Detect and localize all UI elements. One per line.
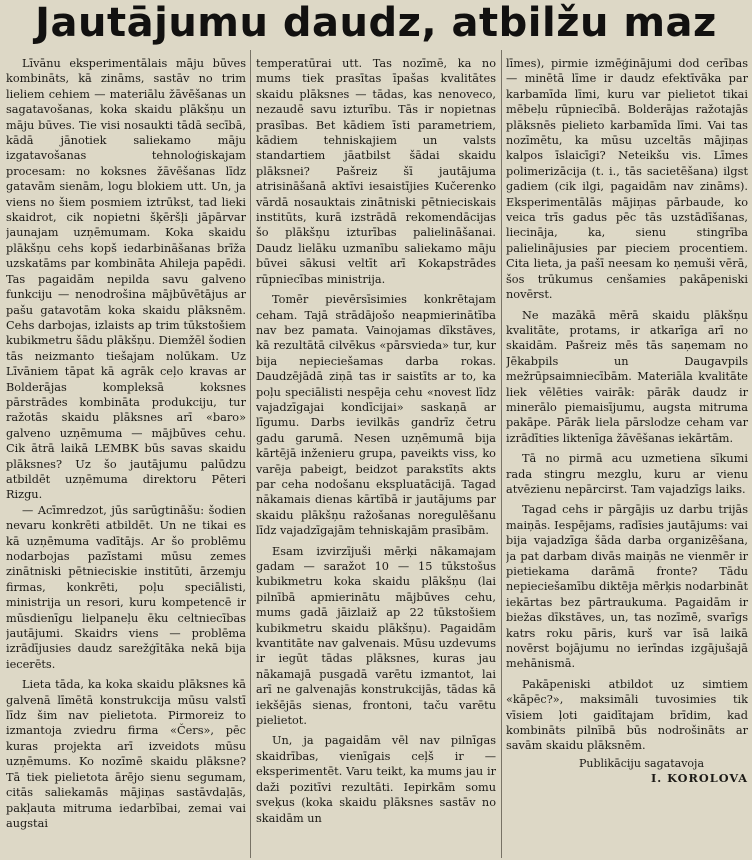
article-paragraph: Pakāpeniski atbildot uz simtiem «kāpēc?», maksimāli tuvosimies tik vīsiem ļoti gaidītajam brīdim, kad kombināts pilnībā būs nodrošināts ar savām skaidu plāksnēm. xyxy=(506,677,748,753)
article-headline: Jautājumu daudz, atbilžu maz xyxy=(35,0,717,46)
article-paragraph: Lieta tāda, ka koka skaidu plāksnes kā galvenā līmētā konstrukcija mūsu valstī līdz šim nav pielietota. Pirmoreiz to izmantoja zviedru firma «Čers», pēc kuras projekta arī izveidots mūsu uzņēmums. Ko nozīmē skaidu plāksne? Tā tiek pielietota ārējo sienu segumam, citās saliekamās mājiņas sastāvdaļās, pakļauta mitruma iedarbībai, zemai vai augstai xyxy=(6,678,246,830)
article-paragraph: līmes), pirmie izmēģinājumi dod cerības — minētā līme ir daudz efektīvāka par karbamīda līmi, kuru var pielietot tikai mēbeļu rūpniecībā. Bolderājas ražotajās plāksnēs pielieto karbamīda līmi. Vai tas nozīmētu, ka mūsu uzceltās mājiņas kalpos īslaicīgi? Neteikšu vis. Līmes polimerizācija (t. i., tās sacietēšana) ilgst gadiem (cik ilgi, pagaidām nav zināms). Eksperimentālās mājiņas pārbaude, ko veica trīs gadus pēc tās uzstādīšanas, liecināja, ka, sienu stingrība palielinājusies par pieciem procentiem. Cita lieta, ja pašī neesam ko ņemuši vērā, šos trūkumus cenšamies pakāpeniski novērst. xyxy=(506,57,748,302)
article-paragraph: — Acīmredzot, jūs sarūgtināšu: šodien nevaru konkrēti atbildēt. Un ne tikai es kā uzņēmuma vadītājs. Ar šo problēmu nodarbojas pazīstami mūsu zemes zinātniski pētnieciskie institūti, ārzemju firmas, konkrēti, poļu speciālisti, ministrija un resori, kuru kompetencē ir mūsdienīgu lielpaneļu ēku celtniecības jautājumi. Skaidrs viens — problēma izrādījusies daudz sarežģītāka nekā bija iecerēts. xyxy=(6,503,246,671)
article-paragraph: Tagad cehs ir pārgājis uz darbu trijās maiņās. Iespējams, radīsies jautājums: vai bija vajadzīga šāda darba organizēšana, ja pat darbam divās maiņās ne vienmēr ir pietiekama darāmā fronte? Tādu nepieciešamību diktēja mērķis nodarbināt iekārtas bez pārtraukuma. Pagaidām ir biežas dīkstāves, un, tas nozīmē, svarīgs katrs roku pāris, kurš var īsā laikā novērst bojājumu no ierīndas izgājušajā mehānismā. xyxy=(506,503,748,671)
byline-author: I. KOROLOVA xyxy=(651,771,748,786)
article-paragraph: Tomēr pievērsīsimies konkrētajam ceham. Tajā strādājošo neapmierinātība nav bez pamata. Vainojamas dīkstāves, kā rezultātā cilvēkus «pārsvieda» tur, kur bija nepieciešamas darba rokas. Daudzējādā ziņā tas ir saistīts ar to, ka poļu speciālisti nespēja cehu «novest līdz vajadzīgajai kondīcijai» saskaņā ar līgumu. Darbs ievilkās gandrīz četru gadu garumā. Nesen uzņēmumā bija kārtējā inženieru grupa, paveikts viss, ko varēja pabeigt, beidzot parakstīts akts par ceha nodošanu ekspluatācijā. Tagad nākamais dienas kārtībā ir jautājums par skaidu plākšņu ražošanas noregulēšanu līdz vajadzīgajām tehniskajām prasībām. xyxy=(256,293,496,538)
article-paragraph: Līvānu eksperimentālais māju būves kombināts, kā zināms, sastāv no trim lieliem cehiem — materiālu žāvēšanas un sagatavošanas, koka skaidu plākšņu un māju būves. Tie visi nosaukti tādā secībā, kādā jānotiek saliekamo māju izgatavošanas tehnoloģiskajam procesam: no koksnes žāvēšanas līdz gatavām sienām, logu blokiem utt. Un, ja viens no šiem posmiem iztrūkst, tad lieki skaidrot, cik nopietni šķēršļi jāpārvar jaunajam uzņēmumam. Koka skaidu plākšņu cehs kopš iedarbināšanas brīža uzskatāms par kombināta Ahileja papēdi. Tas pagaidām nepilda savu galveno funkciju — nenodrošina mājbūvētājus ar pašu gatavotām koka skaidu plāksnēm. Cehs darbojas, izlaists ap trim tūkstošiem kubikmetru šādu plākšņu. Diemžēl šodien tās neizmanto tiešajam nolūkam. Uz Līvāniem tāpat kā agrāk ceļo kravas ar Bolderājas kompleksā koksnes pārstrādes kombināta produkciju, tur ražotās skaidu plāksnes arī «baro» galveno uzņēmuma — mājbūves cehu. Cik ātrā laikā LEMBK būs savas skaidu plāksnes? Uz šo jautājumu palūdzu atbildēt uzņēmuma direktoru Pēteri Rizgu. xyxy=(6,57,246,502)
byline xyxy=(506,756,748,787)
column-divider xyxy=(250,50,251,858)
article-paragraph: Ne mazākā mērā skaidu plākšņu kvalitāte, protams, ir atkarīga arī no skaidām. Pašreiz mēs tās saņemam no Jēkabpils un Daugavpils mežrūpsaimniecībām. Materiāla kvalitāte liek vēlēties vairāk: pārāk daudz ir minerālo piemaisījumu, augsta mitruma pakāpe. Pārāk liela pārslodze ceham var izrādīties liktenīga žāvēšanas iekārtām. xyxy=(506,308,748,445)
byline-role: Publikāciju sagatavoja xyxy=(578,756,704,770)
article-column-1 xyxy=(6,56,246,856)
article-paragraph: temperatūrai utt. Tas nozīmē, ka no mums tiek prasītas īpašas kvalitātes skaidu plāksnes — tādas, kas nenoveco, nezaudē savu izturību. Tās ir nopietnas prasības. Bet kādiem īsti parametriem, kādiem tehniskajiem un valsts standartiem jāatbilst šādai skaidu plāksnei? Pašreiz šī jautājuma atrisināšanā aktīvi iesaistījies Kučerenko vārdā nosauktais zinātniski pētnieciskais institūts, kurā izstrādā rekomendācijas šo plākšņu izturības palielināšanai. Daudz lielāku uzmanību saliekamo māju būvei sākusi veltīt arī Kokapstrādes rūpniecības ministrija. xyxy=(256,57,496,286)
article-paragraph: Tā no pirmā acu uzmetiena sīkumi rada stingru mezglu, kuru ar vienu atvēzienu nepārcirst. Tam vajadzīgs laiks. xyxy=(506,452,748,496)
article-column-3 xyxy=(506,56,748,856)
article-paragraph: Un, ja pagaidām vēl nav pilnīgas skaidrības, vienīgais ceļš ir — eksperimentēt. Varu teikt, ka mums jau ir daži pozitīvi rezultāti. Iepirkām somu sveķus (koka skaidu plāksnes sastāv no skaidām un xyxy=(256,734,496,825)
article-paragraph: Esam izvirzījuši mērķi nākamajam gadam — saražot 10 — 15 tūkstošus kubikmetru koka skaidu plākšņu (lai pilnībā apmierinātu mājbūves cehu, mums gadā jāizlaiž ap 22 tūkstošiem kubikmetru skaidu plākšņu). Pagaidām kvantitāte nav galvenais. Mūsu uzdevums ir iegūt tādas plāksnes, kuras jau nākamajā pusgadā varētu izmantot, lai arī ne galvenajās konstrukcijās, tādas kā iekšējās sienas, frontoni, taču varētu pielietot. xyxy=(256,544,496,728)
article-column-2 xyxy=(256,56,496,856)
column-divider xyxy=(501,50,502,858)
